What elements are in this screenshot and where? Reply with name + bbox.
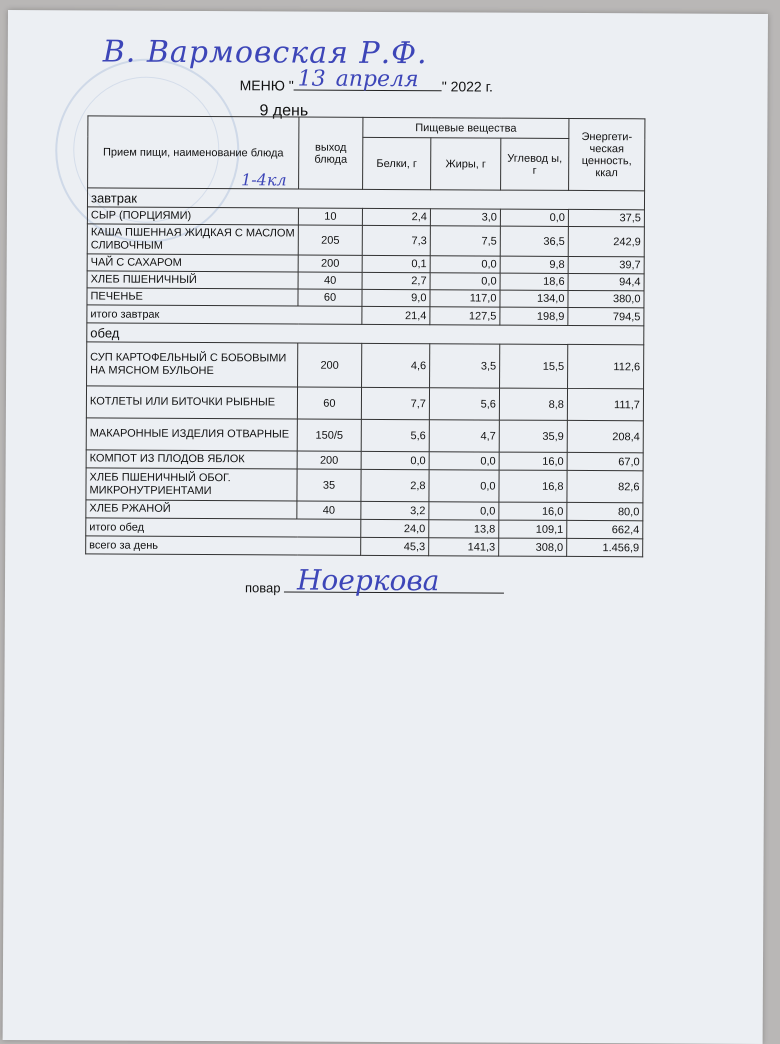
dish-yield: 150/5	[297, 419, 361, 451]
dish-name: ЧАЙ С САХАРОМ	[87, 254, 298, 272]
header-meal: Прием пищи, наименование блюда	[88, 116, 299, 189]
dish-protein: 0,0	[361, 451, 429, 469]
dish-carbs: 36,5	[500, 226, 568, 256]
cook-label: повар	[244, 580, 281, 596]
dish-carbs: 16,8	[499, 470, 567, 502]
breakfast-total-protein: 21,4	[362, 306, 430, 324]
dish-energy: 82,6	[567, 470, 643, 502]
breakfast-total-energy: 794,5	[568, 307, 644, 325]
dish-protein: 2,4	[362, 208, 430, 225]
dish-yield: 200	[298, 255, 362, 272]
menu-prefix: МЕНЮ "	[239, 77, 294, 94]
lunch-total-energy: 662,4	[567, 520, 643, 538]
dish-fat: 0,0	[429, 502, 499, 520]
table-row	[86, 468, 643, 503]
dish-fat: 0,0	[429, 452, 499, 470]
dish-carbs: 18,6	[500, 273, 568, 290]
dish-energy: 37,5	[568, 209, 644, 226]
dish-carbs: 8,8	[499, 388, 567, 420]
header-energy: Энергети-ческая ценность, ккал	[569, 118, 645, 190]
dish-fat: 3,5	[430, 344, 500, 388]
day-total-label: всего за день	[86, 536, 361, 555]
dish-yield: 40	[297, 501, 361, 519]
dish-protein: 0,1	[362, 255, 430, 272]
dish-name: МАКАРОННЫЕ ИЗДЕЛИЯ ОТВАРНЫЕ	[86, 418, 297, 451]
dish-fat: 0,0	[430, 256, 500, 273]
table-row	[86, 418, 643, 453]
dish-name: ХЛЕБ ПШЕНИЧНЫЙ ОБОГ. МИКРОНУТРИЕНТАМИ	[86, 468, 297, 501]
day-total-protein: 45,3	[361, 537, 429, 555]
day-total-carbs: 308,0	[499, 538, 567, 556]
dish-carbs: 134,0	[500, 290, 568, 307]
dish-protein: 2,8	[361, 469, 429, 501]
dish-fat: 117,0	[430, 290, 500, 307]
handwritten-approval: В. Вармовская Р.Ф.	[102, 34, 428, 72]
header-protein: Белки, г	[363, 137, 431, 189]
dish-protein: 3,2	[361, 501, 429, 519]
table-row	[87, 342, 644, 389]
table-row	[87, 224, 644, 257]
dish-fat: 0,0	[430, 273, 500, 290]
cook-signature: Ноеркова	[296, 563, 440, 598]
lunch-total-protein: 24,0	[361, 519, 429, 537]
dish-carbs: 15,5	[500, 344, 568, 388]
dish-yield: 200	[297, 451, 361, 469]
dish-protein: 4,6	[362, 343, 430, 387]
header-carbs: Углевод ы, г	[501, 138, 569, 190]
dish-protein: 2,7	[362, 272, 430, 289]
table-row	[86, 386, 643, 421]
dish-name: ХЛЕБ РЖАНОЙ	[86, 500, 297, 519]
dish-carbs: 0,0	[500, 209, 568, 226]
section-lunch-title: обед	[87, 323, 644, 345]
lunch-total-fat: 13,8	[429, 520, 499, 538]
day-title: 9 день	[259, 102, 309, 120]
menu-year: 2022 г.	[450, 78, 493, 95]
menu-table	[85, 115, 645, 557]
handwritten-date-day: 13	[297, 66, 326, 92]
handwritten-grade-note: 1-4кл	[241, 170, 287, 190]
breakfast-total-carbs: 198,9	[500, 307, 568, 325]
lunch-total-label: итого обед	[86, 518, 361, 537]
dish-name: СУП КАРТОФЕЛЬНЫЙ С БОБОВЫМИ НА МЯСНОМ БУЛЬОНЕ	[87, 342, 298, 387]
dish-name: СЫР (ПОРЦИЯМИ)	[87, 207, 298, 225]
dish-name: ХЛЕБ ПШЕНИЧНЫЙ	[87, 271, 298, 289]
document-page	[3, 10, 768, 1044]
dish-protein: 9,0	[362, 289, 430, 306]
dish-carbs: 16,0	[499, 502, 567, 520]
dish-energy: 80,0	[567, 502, 643, 520]
header-yield: выход блюда	[299, 117, 363, 189]
dish-name: КОТЛЕТЫ ИЛИ БИТОЧКИ РЫБНЫЕ	[86, 386, 297, 419]
dish-fat: 7,5	[430, 226, 500, 256]
dish-yield: 40	[298, 272, 362, 289]
header-fat: Жиры, г	[431, 138, 501, 190]
dish-yield: 10	[298, 208, 362, 225]
dish-fat: 3,0	[430, 209, 500, 226]
day-total-energy: 1.456,9	[567, 538, 643, 556]
dish-energy: 242,9	[568, 226, 644, 256]
day-total-fat: 141,3	[429, 538, 499, 556]
dish-energy: 39,7	[568, 256, 644, 273]
dish-yield: 60	[298, 289, 362, 306]
dish-protein: 7,3	[362, 225, 430, 255]
dish-energy: 208,4	[567, 420, 643, 452]
dish-fat: 5,6	[429, 388, 499, 420]
breakfast-total-label: итого завтрак	[87, 305, 362, 324]
dish-energy: 380,0	[568, 290, 644, 307]
dish-carbs: 35,9	[499, 420, 567, 452]
dish-yield: 60	[297, 387, 361, 419]
day-total-row	[86, 536, 643, 557]
dish-yield: 35	[297, 469, 361, 501]
menu-mid: "	[441, 78, 451, 95]
dish-name: КАША ПШЕННАЯ ЖИДКАЯ С МАСЛОМ СЛИВОЧНЫМ	[87, 224, 298, 255]
dish-carbs: 9,8	[500, 256, 568, 273]
dish-energy: 67,0	[567, 452, 643, 470]
breakfast-total-fat: 127,5	[430, 307, 500, 325]
dish-yield: 205	[298, 225, 362, 255]
section-breakfast-title: завтрак	[87, 188, 644, 210]
dish-name: КОМПОТ ИЗ ПЛОДОВ ЯБЛОК	[86, 450, 297, 469]
dish-energy: 111,7	[567, 388, 643, 420]
handwritten-date-month: апреля	[335, 66, 419, 93]
dish-energy: 112,6	[568, 344, 644, 388]
dish-protein: 7,7	[361, 387, 429, 419]
lunch-total-carbs: 109,1	[499, 520, 567, 538]
header-nutrients: Пищевые вещества	[363, 117, 569, 138]
dish-energy: 94,4	[568, 273, 644, 290]
dish-name: ПЕЧЕНЬЕ	[87, 288, 298, 306]
dish-yield: 200	[298, 343, 362, 387]
dish-fat: 0,0	[429, 470, 499, 502]
dish-carbs: 16,0	[499, 452, 567, 470]
dish-fat: 4,7	[429, 420, 499, 452]
dish-protein: 5,6	[361, 419, 429, 451]
